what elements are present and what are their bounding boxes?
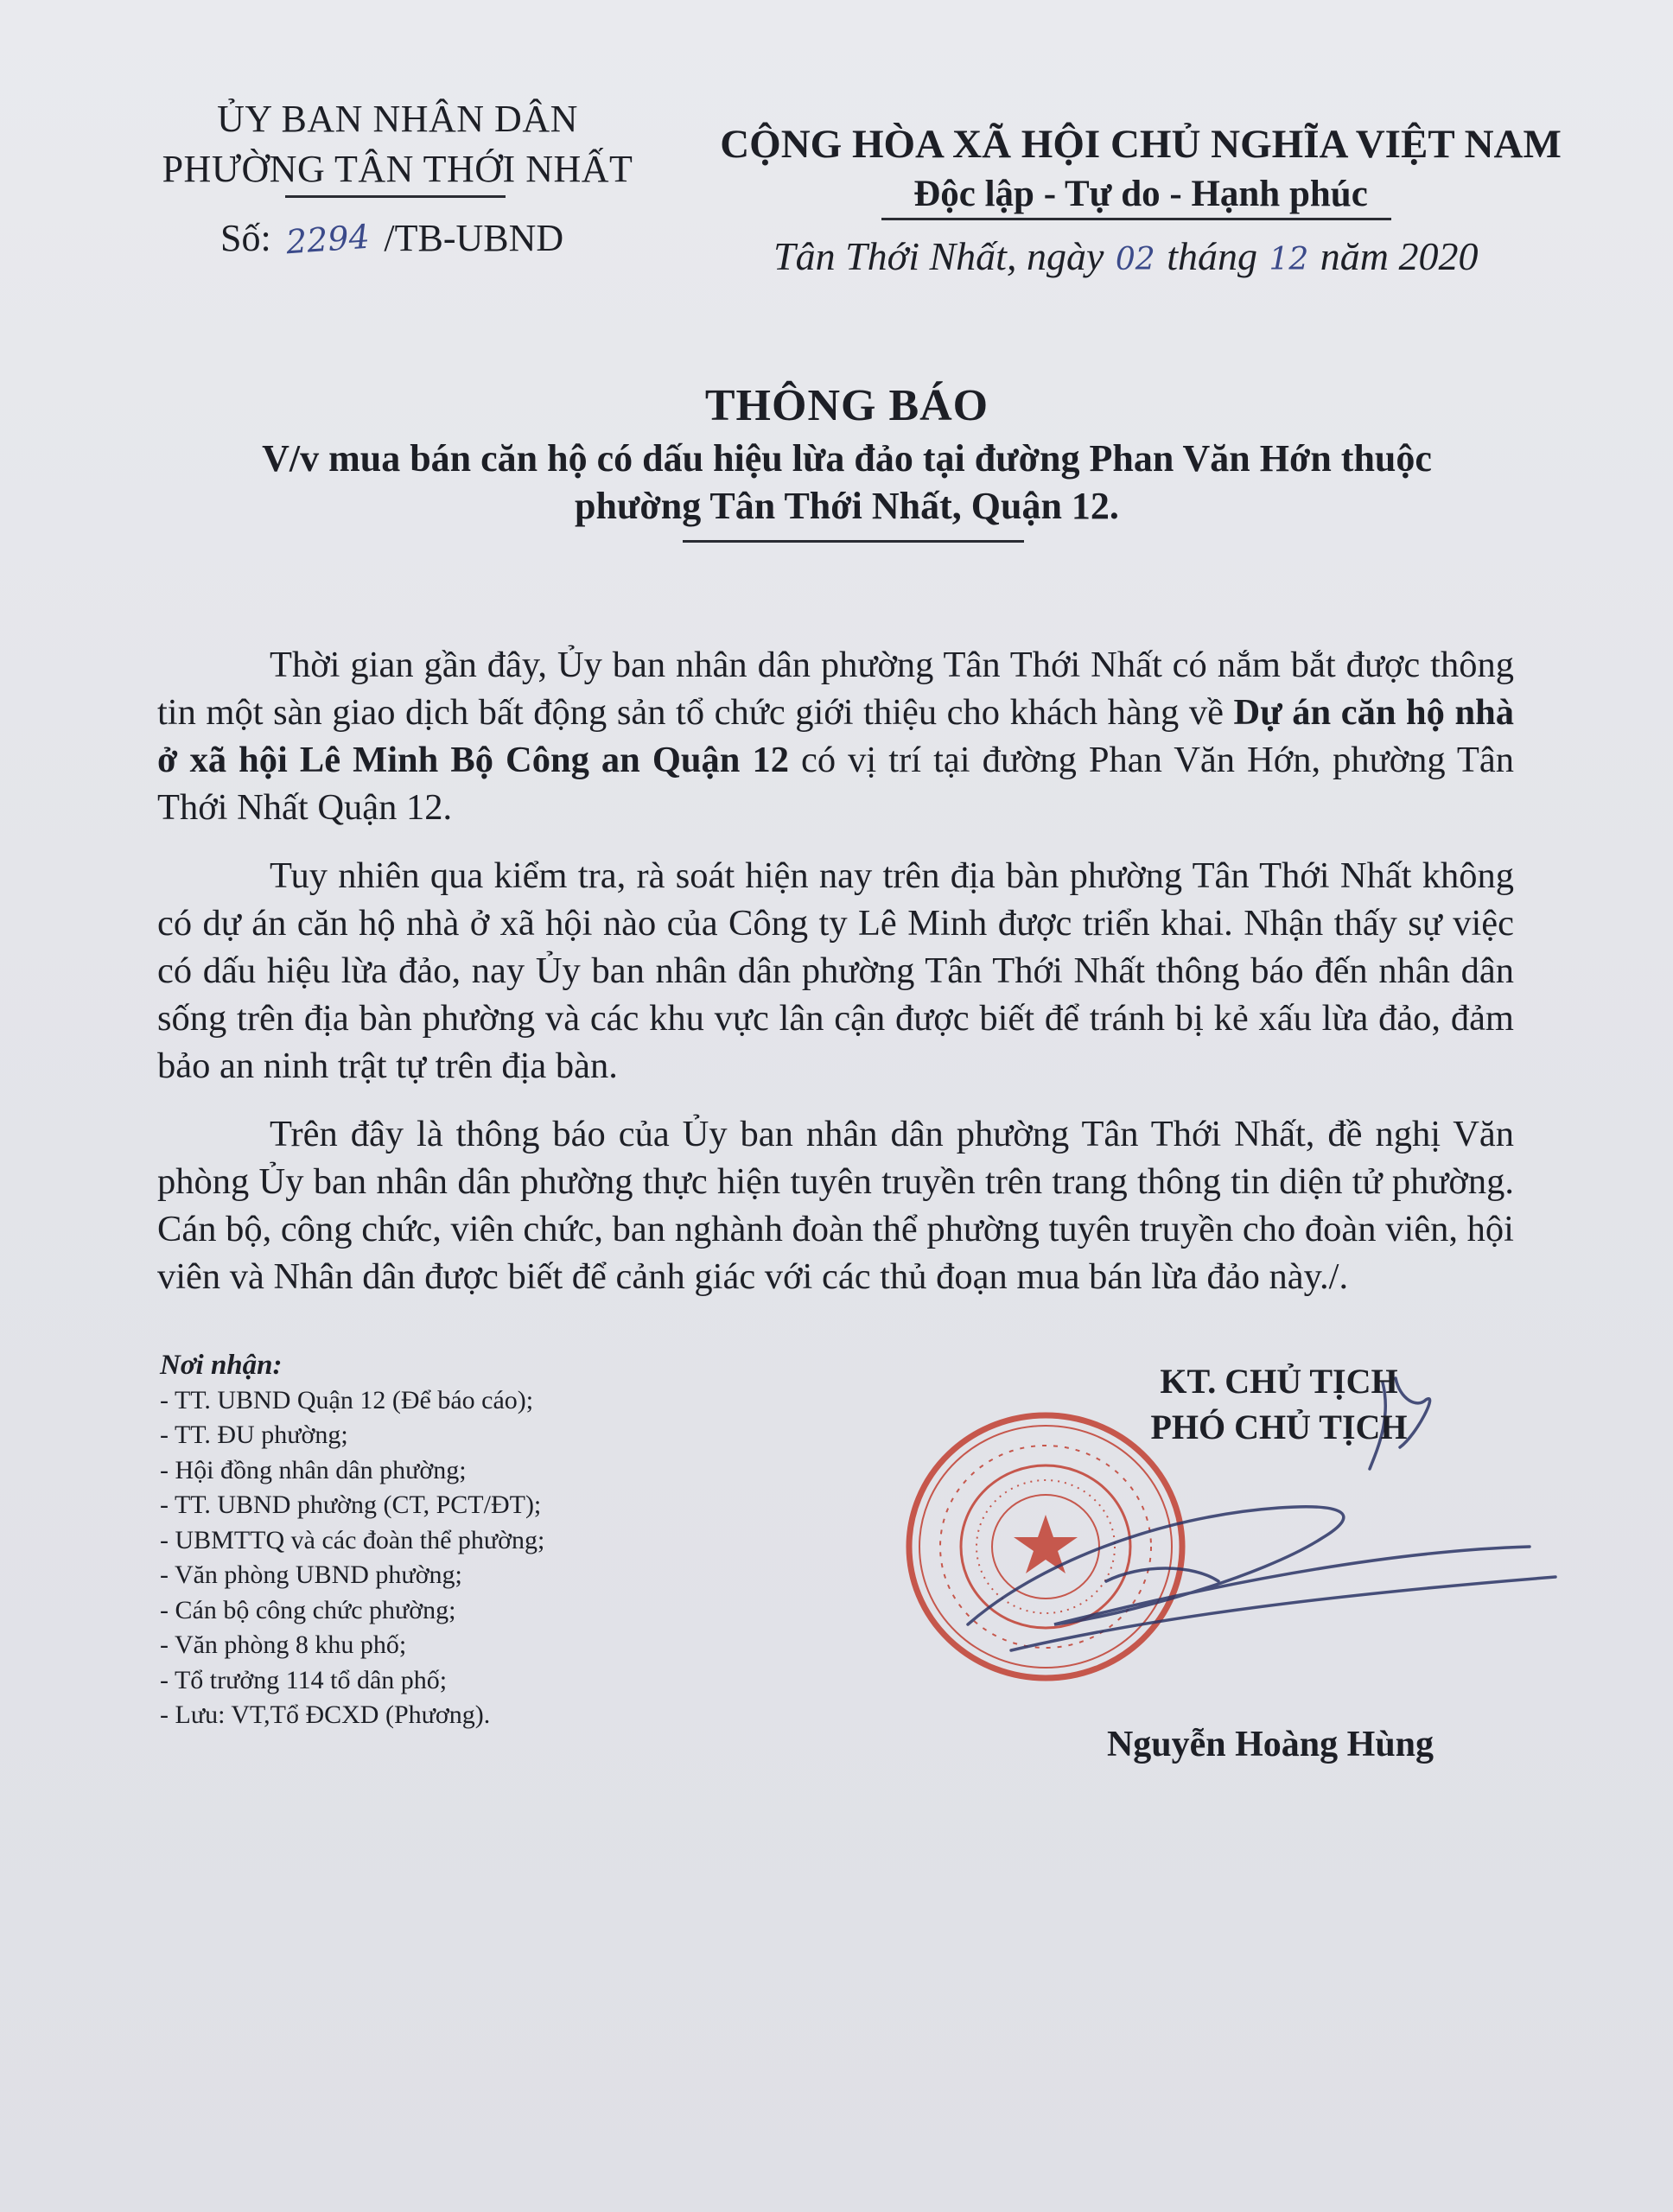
recipients-list xyxy=(160,1383,765,1733)
recipient-item: - TT. UBND Quận 12 (Để báo cáo); xyxy=(160,1385,534,1414)
recipient-item: - UBMTTQ và các đoàn thể phường; xyxy=(160,1525,545,1554)
p1-text-before: Thời gian gần đây, Ủy ban nhân dân phường Tân Thới Nhất có nắm bắt được thông tin một sàn giao dịch bất động sản tổ chức giới thiệu cho khách hàng về xyxy=(157,645,1514,733)
document-number xyxy=(220,216,563,260)
p1-text-after: có vị trí tại đường Phan Văn Hớn, phường Tân Thới Nhất Quận 12. xyxy=(157,740,1514,828)
motto-underline xyxy=(881,218,1391,220)
body-paragraph-1 xyxy=(157,641,1514,831)
agency-underline xyxy=(285,195,506,198)
body-paragraph-2: Tuy nhiên qua kiểm tra, rà soát hiện nay trên địa bàn phường Tân Thới Nhất không có dự án căn hộ nhà ở xã hội nào của Công ty Lê Minh được triển khai. Nhận thấy sự việc có dấu hiệu lừa đảo, nay Ủy ban nhân dân phường Tân Thới Nhất thông báo đến nhân dân sống trên địa bàn phường và các khu vực lân cận được biết để tránh bị kẻ xấu lừa đảo, đảm bảo an ninh trật tự trên địa bàn. xyxy=(157,855,1514,1086)
recipient-item: - Văn phòng UBND phường; xyxy=(160,1560,462,1589)
signer-name: Nguyễn Hoàng Hùng xyxy=(1106,1725,1434,1764)
date-place-prefix: Tân Thới Nhất, ngày xyxy=(773,234,1104,278)
date-month-label: tháng xyxy=(1167,234,1257,278)
document-date xyxy=(773,233,1479,279)
recipient-item: - Tổ trưởng 114 tổ dân phố; xyxy=(160,1665,448,1694)
date-month-handwritten: 12 xyxy=(1269,242,1309,277)
signature-title-line2: PHÓ CHỦ TỊCH xyxy=(1150,1408,1408,1446)
agency-name-line1: ỦY BAN NHÂN DÂN xyxy=(217,98,578,140)
recipient-item: - Văn phòng 8 khu phố; xyxy=(160,1630,407,1659)
subject-line1: V/v mua bán căn hộ có dấu hiệu lừa đảo tại đường Phan Văn Hớn thuộc xyxy=(262,437,1432,480)
agency-name-line2: PHƯỜNG TÂN THỚI NHẤT xyxy=(162,148,633,190)
subject-line2: phường Tân Thới Nhất, Quận 12. xyxy=(575,485,1119,527)
national-motto: Độc lập - Tự do - Hạnh phúc xyxy=(913,174,1368,214)
document-title: THÔNG BÁO xyxy=(704,381,989,430)
recipient-item: - Hội đồng nhân dân phường; xyxy=(160,1455,467,1484)
recipients-heading: Nơi nhận: xyxy=(160,1350,283,1381)
p1-project-name: Dự án căn hộ nhà ở xã hội Lê Minh Bộ Công an Quận 12 xyxy=(157,692,1514,780)
doc-number-suffix: /TB-UBND xyxy=(384,217,564,259)
recipient-item: - TT. UBND phường (CT, PCT/ĐT); xyxy=(160,1491,542,1519)
date-year: năm 2020 xyxy=(1320,234,1479,278)
doc-number-handwritten: 2294 xyxy=(284,217,371,262)
doc-number-prefix: Số: xyxy=(220,217,271,259)
recipients-block xyxy=(160,1348,765,1733)
recipient-item: - TT. ĐU phường; xyxy=(160,1421,348,1449)
recipient-item: - Cán bộ công chức phường; xyxy=(160,1595,456,1624)
signature-title-line1: KT. CHỦ TỊCH xyxy=(1160,1362,1398,1401)
recipient-item: - Lưu: VT,Tổ ĐCXD (Phương). xyxy=(160,1700,491,1729)
body-paragraph-3: Trên đây là thông báo của Ủy ban nhân dân phường Tân Thới Nhất, đề nghị Văn phòng Ủy ban nhân dân phường thực hiện tuyên truyền trên trang thông tin diện tử phường. Cán bộ, công chức, viên chức, ban nghành đoàn thể phường tuyên truyền cho đoàn viên, hội viên và Nhân dân được biết để cảnh giác với các thủ đoạn mua bán lừa đảo này./. xyxy=(157,1114,1514,1297)
nation-name: CỘNG HÒA XÃ HỘI CHỦ NGHĨA VIỆT NAM xyxy=(720,122,1562,167)
date-day-handwritten: 02 xyxy=(1115,242,1155,277)
subject-underline xyxy=(683,540,1024,543)
document-body xyxy=(157,641,1514,1321)
